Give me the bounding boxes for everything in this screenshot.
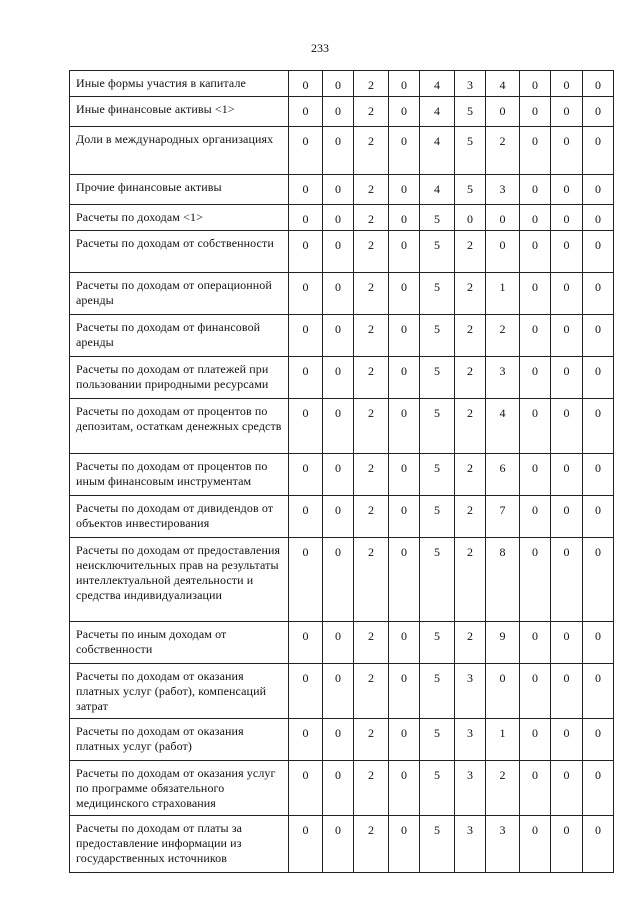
code-digit-cell: 0 — [551, 315, 583, 357]
code-digit-cell: 5 — [455, 127, 486, 175]
code-digit-cell: 0 — [583, 664, 614, 719]
account-name-cell: Доли в международных организациях — [70, 127, 289, 175]
code-digit-cell: 5 — [420, 231, 455, 273]
account-name-cell: Расчеты по доходам от платежей при пользовании природными ресурсами — [70, 357, 289, 399]
code-digit-cell: 0 — [389, 719, 420, 761]
code-digit-cell: 0 — [520, 205, 551, 231]
table-row — [70, 71, 614, 97]
code-digit-cell: 0 — [289, 496, 323, 538]
code-digit-cell: 0 — [323, 496, 354, 538]
table-row — [70, 357, 614, 399]
code-digit-cell: 0 — [583, 205, 614, 231]
code-digit-cell: 2 — [354, 273, 389, 315]
account-name-cell: Расчеты по иным доходам от собственности — [70, 622, 289, 664]
code-digit-cell: 4 — [420, 97, 455, 127]
code-digit-cell: 0 — [583, 273, 614, 315]
code-digit-cell: 0 — [520, 538, 551, 622]
table-row — [70, 127, 614, 175]
code-digit-cell: 5 — [455, 175, 486, 205]
code-digit-cell: 0 — [551, 719, 583, 761]
accounts-table — [69, 70, 614, 873]
code-digit-cell: 2 — [455, 399, 486, 454]
code-digit-cell: 0 — [520, 97, 551, 127]
code-digit-cell: 0 — [486, 231, 520, 273]
code-digit-cell: 0 — [520, 496, 551, 538]
code-digit-cell: 0 — [389, 816, 420, 873]
code-digit-cell: 0 — [551, 454, 583, 496]
code-digit-cell: 0 — [323, 454, 354, 496]
account-name-cell: Прочие финансовые активы — [70, 175, 289, 205]
page-number: 233 — [311, 41, 329, 55]
code-digit-cell: 0 — [551, 175, 583, 205]
code-digit-cell: 2 — [486, 127, 520, 175]
code-digit-cell: 2 — [354, 399, 389, 454]
code-digit-cell: 5 — [420, 719, 455, 761]
code-digit-cell: 0 — [551, 399, 583, 454]
account-name-cell: Иные финансовые активы <1> — [70, 97, 289, 127]
code-digit-cell: 0 — [551, 816, 583, 873]
code-digit-cell: 0 — [323, 664, 354, 719]
code-digit-cell: 6 — [486, 454, 520, 496]
code-digit-cell: 0 — [389, 454, 420, 496]
code-digit-cell: 5 — [420, 315, 455, 357]
code-digit-cell: 0 — [323, 71, 354, 97]
table-row — [70, 761, 614, 816]
code-digit-cell: 2 — [455, 538, 486, 622]
code-digit-cell: 0 — [389, 231, 420, 273]
code-digit-cell: 3 — [455, 664, 486, 719]
code-digit-cell: 2 — [354, 816, 389, 873]
code-digit-cell: 0 — [583, 357, 614, 399]
code-digit-cell: 0 — [323, 231, 354, 273]
code-digit-cell: 4 — [486, 399, 520, 454]
code-digit-cell: 2 — [354, 205, 389, 231]
code-digit-cell: 0 — [389, 761, 420, 816]
code-digit-cell: 0 — [389, 205, 420, 231]
code-digit-cell: 0 — [551, 273, 583, 315]
code-digit-cell: 0 — [289, 315, 323, 357]
code-digit-cell: 4 — [486, 71, 520, 97]
code-digit-cell: 0 — [583, 622, 614, 664]
code-digit-cell: 0 — [583, 761, 614, 816]
account-name-cell: Иные формы участия в капитале — [70, 71, 289, 97]
code-digit-cell: 0 — [583, 97, 614, 127]
code-digit-cell: 5 — [455, 97, 486, 127]
table-row — [70, 454, 614, 496]
code-digit-cell: 0 — [389, 622, 420, 664]
code-digit-cell: 5 — [420, 622, 455, 664]
code-digit-cell: 0 — [583, 231, 614, 273]
account-name-cell: Расчеты по доходам от оказания услуг по программе обязательного медицинского страхования — [70, 761, 289, 816]
code-digit-cell: 0 — [323, 175, 354, 205]
code-digit-cell: 0 — [389, 127, 420, 175]
account-name-cell: Расчеты по доходам от оказания платных услуг (работ) — [70, 719, 289, 761]
code-digit-cell: 0 — [289, 71, 323, 97]
code-digit-cell: 1 — [486, 719, 520, 761]
code-digit-cell: 2 — [486, 315, 520, 357]
table-row — [70, 622, 614, 664]
code-digit-cell: 4 — [420, 71, 455, 97]
code-digit-cell: 0 — [389, 664, 420, 719]
account-name-cell: Расчеты по доходам от предоставления неисключительных прав на результаты интеллектуальной деятельности и средства индивидуализации — [70, 538, 289, 622]
code-digit-cell: 0 — [389, 357, 420, 399]
table-row — [70, 399, 614, 454]
code-digit-cell: 0 — [520, 315, 551, 357]
table-row — [70, 719, 614, 761]
code-digit-cell: 0 — [289, 273, 323, 315]
table-row — [70, 496, 614, 538]
table-row — [70, 816, 614, 873]
code-digit-cell: 3 — [486, 816, 520, 873]
code-digit-cell: 0 — [389, 97, 420, 127]
table-row — [70, 231, 614, 273]
code-digit-cell: 0 — [551, 538, 583, 622]
code-digit-cell: 5 — [420, 205, 455, 231]
code-digit-cell: 0 — [289, 538, 323, 622]
code-digit-cell: 2 — [455, 315, 486, 357]
code-digit-cell: 2 — [455, 231, 486, 273]
code-digit-cell: 0 — [551, 71, 583, 97]
code-digit-cell: 2 — [455, 622, 486, 664]
code-digit-cell: 4 — [420, 127, 455, 175]
account-name-cell: Расчеты по доходам от процентов по иным финансовым инструментам — [70, 454, 289, 496]
code-digit-cell: 2 — [354, 622, 389, 664]
account-name-cell: Расчеты по доходам от собственности — [70, 231, 289, 273]
code-digit-cell: 5 — [420, 761, 455, 816]
code-digit-cell: 0 — [551, 496, 583, 538]
code-digit-cell: 7 — [486, 496, 520, 538]
table-row — [70, 315, 614, 357]
code-digit-cell: 0 — [323, 622, 354, 664]
code-digit-cell: 0 — [520, 761, 551, 816]
code-digit-cell: 0 — [289, 816, 323, 873]
code-digit-cell: 0 — [323, 816, 354, 873]
code-digit-cell: 5 — [420, 664, 455, 719]
code-digit-cell: 0 — [289, 357, 323, 399]
code-digit-cell: 0 — [520, 127, 551, 175]
table-body — [70, 71, 614, 873]
code-digit-cell: 0 — [323, 97, 354, 127]
code-digit-cell: 0 — [583, 538, 614, 622]
code-digit-cell: 0 — [583, 175, 614, 205]
code-digit-cell: 8 — [486, 538, 520, 622]
code-digit-cell: 2 — [354, 71, 389, 97]
code-digit-cell: 2 — [354, 664, 389, 719]
code-digit-cell: 0 — [583, 816, 614, 873]
account-name-cell: Расчеты по доходам от оказания платных услуг (работ), компенсаций затрат — [70, 664, 289, 719]
code-digit-cell: 0 — [583, 315, 614, 357]
code-digit-cell: 5 — [420, 454, 455, 496]
code-digit-cell: 0 — [323, 719, 354, 761]
code-digit-cell: 2 — [354, 538, 389, 622]
code-digit-cell: 2 — [354, 357, 389, 399]
code-digit-cell: 0 — [486, 97, 520, 127]
code-digit-cell: 0 — [551, 97, 583, 127]
code-digit-cell: 0 — [520, 71, 551, 97]
code-digit-cell: 0 — [289, 719, 323, 761]
code-digit-cell: 0 — [583, 496, 614, 538]
code-digit-cell: 0 — [289, 97, 323, 127]
code-digit-cell: 2 — [486, 761, 520, 816]
code-digit-cell: 5 — [420, 816, 455, 873]
code-digit-cell: 2 — [354, 315, 389, 357]
table-row — [70, 205, 614, 231]
code-digit-cell: 0 — [583, 399, 614, 454]
code-digit-cell: 2 — [455, 496, 486, 538]
code-digit-cell: 0 — [289, 761, 323, 816]
code-digit-cell: 1 — [486, 273, 520, 315]
code-digit-cell: 0 — [520, 273, 551, 315]
table-row — [70, 175, 614, 205]
code-digit-cell: 5 — [420, 273, 455, 315]
code-digit-cell: 0 — [551, 761, 583, 816]
code-digit-cell: 2 — [455, 454, 486, 496]
code-digit-cell: 0 — [289, 231, 323, 273]
code-digit-cell: 0 — [520, 175, 551, 205]
code-digit-cell: 0 — [389, 538, 420, 622]
code-digit-cell: 0 — [520, 816, 551, 873]
code-digit-cell: 0 — [389, 399, 420, 454]
code-digit-cell: 0 — [323, 127, 354, 175]
code-digit-cell: 3 — [486, 357, 520, 399]
code-digit-cell: 9 — [486, 622, 520, 664]
code-digit-cell: 0 — [323, 205, 354, 231]
code-digit-cell: 0 — [389, 175, 420, 205]
account-name-cell: Расчеты по доходам <1> — [70, 205, 289, 231]
code-digit-cell: 3 — [455, 719, 486, 761]
code-digit-cell: 0 — [520, 719, 551, 761]
code-digit-cell: 0 — [389, 273, 420, 315]
code-digit-cell: 0 — [289, 175, 323, 205]
code-digit-cell: 0 — [551, 664, 583, 719]
code-digit-cell: 2 — [354, 719, 389, 761]
table-row — [70, 273, 614, 315]
code-digit-cell: 2 — [354, 97, 389, 127]
code-digit-cell: 0 — [520, 399, 551, 454]
code-digit-cell: 3 — [455, 816, 486, 873]
code-digit-cell: 0 — [323, 357, 354, 399]
code-digit-cell: 0 — [520, 454, 551, 496]
table-row — [70, 97, 614, 127]
code-digit-cell: 5 — [420, 399, 455, 454]
code-digit-cell: 0 — [289, 664, 323, 719]
code-digit-cell: 0 — [323, 399, 354, 454]
account-name-cell: Расчеты по доходам от дивидендов от объектов инвестирования — [70, 496, 289, 538]
code-digit-cell: 0 — [486, 664, 520, 719]
code-digit-cell: 2 — [354, 175, 389, 205]
code-digit-cell: 0 — [551, 127, 583, 175]
code-digit-cell: 0 — [520, 357, 551, 399]
code-digit-cell: 0 — [289, 622, 323, 664]
code-digit-cell: 0 — [289, 205, 323, 231]
code-digit-cell: 0 — [289, 399, 323, 454]
code-digit-cell: 0 — [583, 127, 614, 175]
code-digit-cell: 3 — [455, 71, 486, 97]
code-digit-cell: 0 — [389, 71, 420, 97]
account-name-cell: Расчеты по доходам от платы за предоставление информации из государственных источников — [70, 816, 289, 873]
code-digit-cell: 4 — [420, 175, 455, 205]
code-digit-cell: 2 — [354, 454, 389, 496]
account-name-cell: Расчеты по доходам от операционной аренды — [70, 273, 289, 315]
code-digit-cell: 0 — [289, 454, 323, 496]
code-digit-cell: 0 — [323, 761, 354, 816]
code-digit-cell: 5 — [420, 357, 455, 399]
code-digit-cell: 0 — [323, 538, 354, 622]
code-digit-cell: 0 — [323, 273, 354, 315]
code-digit-cell: 2 — [455, 273, 486, 315]
code-digit-cell: 0 — [520, 622, 551, 664]
code-digit-cell: 3 — [455, 761, 486, 816]
account-name-cell: Расчеты по доходам от процентов по депозитам, остаткам денежных средств — [70, 399, 289, 454]
code-digit-cell: 0 — [455, 205, 486, 231]
account-name-cell: Расчеты по доходам от финансовой аренды — [70, 315, 289, 357]
code-digit-cell: 0 — [486, 205, 520, 231]
code-digit-cell: 0 — [583, 719, 614, 761]
code-digit-cell: 0 — [389, 496, 420, 538]
code-digit-cell: 0 — [583, 454, 614, 496]
code-digit-cell: 0 — [551, 357, 583, 399]
code-digit-cell: 0 — [551, 231, 583, 273]
code-digit-cell: 0 — [551, 205, 583, 231]
code-digit-cell: 0 — [323, 315, 354, 357]
table-row — [70, 538, 614, 622]
code-digit-cell: 0 — [520, 231, 551, 273]
code-digit-cell: 0 — [389, 315, 420, 357]
code-digit-cell: 2 — [354, 761, 389, 816]
code-digit-cell: 2 — [455, 357, 486, 399]
code-digit-cell: 2 — [354, 231, 389, 273]
code-digit-cell: 5 — [420, 496, 455, 538]
code-digit-cell: 2 — [354, 496, 389, 538]
code-digit-cell: 0 — [289, 127, 323, 175]
code-digit-cell: 0 — [551, 622, 583, 664]
code-digit-cell: 3 — [486, 175, 520, 205]
code-digit-cell: 0 — [583, 71, 614, 97]
code-digit-cell: 0 — [520, 664, 551, 719]
code-digit-cell: 5 — [420, 538, 455, 622]
code-digit-cell: 2 — [354, 127, 389, 175]
table-row — [70, 664, 614, 719]
